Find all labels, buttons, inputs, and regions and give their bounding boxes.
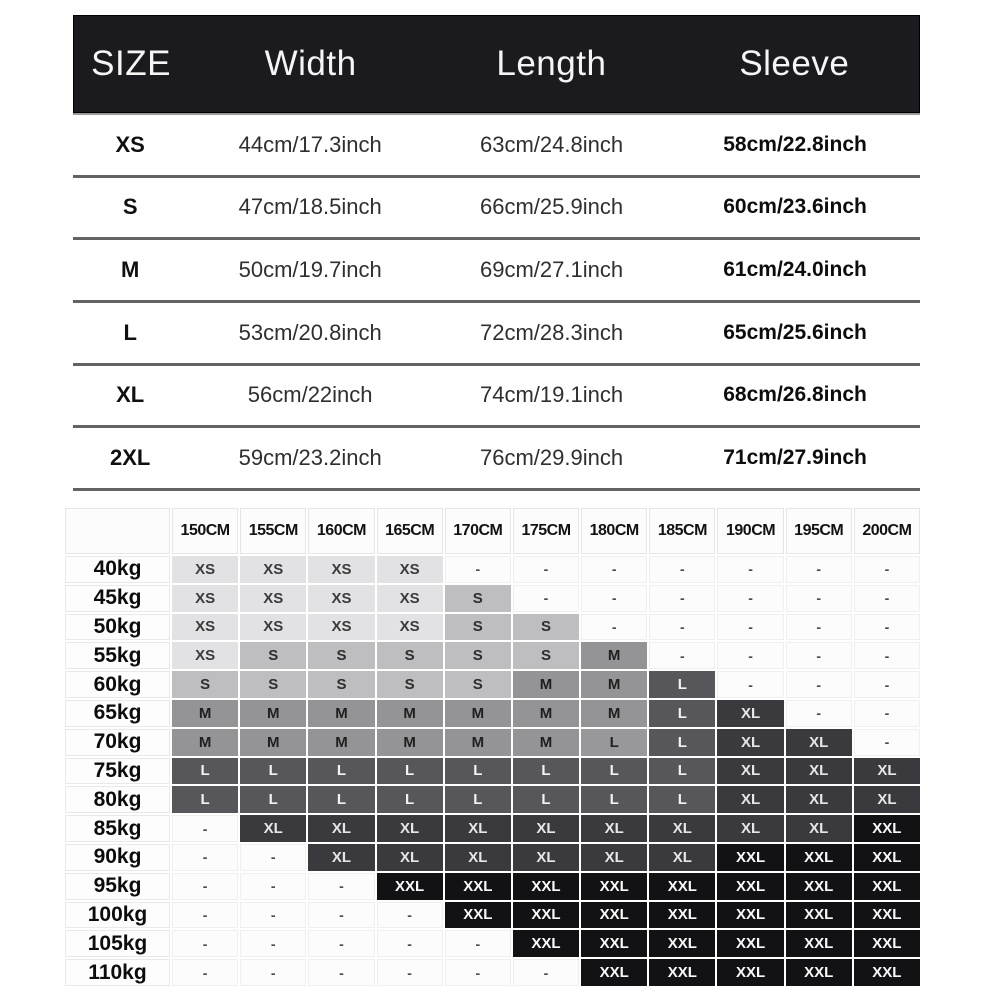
fit-cell: XL (786, 729, 852, 756)
length-value: 74cm/19.1inch (480, 382, 624, 408)
fit-cell: XXL (513, 873, 579, 900)
fit-cell: L (649, 758, 715, 785)
fit-cell: - (786, 671, 852, 698)
fit-cell: XXL (786, 959, 852, 986)
weight-label: 85kg (65, 815, 170, 842)
weight-label: 45kg (65, 585, 170, 612)
fit-cell: - (854, 585, 920, 612)
weight-label: 65kg (65, 700, 170, 727)
height-label: 185CM (649, 508, 715, 554)
sleeve-value: 60cm/23.6inch (723, 195, 867, 219)
width-value: 47cm/18.5inch (238, 194, 382, 220)
fit-cell: XXL (717, 902, 783, 929)
width-value: 56cm/22inch (247, 382, 373, 408)
weight-label: 50kg (65, 614, 170, 641)
fit-cell: L (172, 786, 238, 813)
size-column-header: SIZE (91, 44, 171, 83)
fit-cell: S (513, 642, 579, 669)
fit-cell: M (445, 700, 511, 727)
fit-cell: L (581, 729, 647, 756)
fit-cell: - (240, 959, 306, 986)
fit-cell: XXL (786, 844, 852, 871)
fit-cell: - (308, 930, 374, 957)
weight-label: 55kg (65, 642, 170, 669)
fit-cell: S (445, 614, 511, 641)
fit-cell: - (854, 671, 920, 698)
fit-cell: XL (786, 758, 852, 785)
size-value: S (122, 194, 138, 220)
fit-cell: XL (717, 700, 783, 727)
fit-cell: L (649, 700, 715, 727)
fit-cell: XXL (581, 902, 647, 929)
fit-cell: M (513, 729, 579, 756)
sleeve-value: 58cm/22.8inch (723, 132, 867, 156)
fit-cell: XL (513, 844, 579, 871)
fit-cell: - (717, 671, 783, 698)
fit-cell: S (445, 642, 511, 669)
fit-cell: XXL (513, 902, 579, 929)
fit-cell: - (854, 729, 920, 756)
fit-cell: - (308, 959, 374, 986)
fit-cell: - (172, 873, 238, 900)
sleeve-value: 65cm/25.6inch (723, 320, 867, 344)
fit-cell: XL (377, 844, 443, 871)
fit-cell: L (377, 786, 443, 813)
size-row-2xl (73, 428, 920, 491)
fit-cell: XXL (649, 959, 715, 986)
fit-cell: - (649, 556, 715, 583)
fit-cell: XL (717, 758, 783, 785)
height-label: 190CM (717, 508, 783, 554)
height-label: 165CM (377, 508, 443, 554)
fit-cell: XXL (717, 930, 783, 957)
fit-cell: XXL (649, 902, 715, 929)
fit-cell: S (308, 642, 374, 669)
fit-cell: M (513, 700, 579, 727)
fit-cell: - (581, 585, 647, 612)
fit-cell: S (445, 585, 511, 612)
fit-cell: L (649, 786, 715, 813)
fit-cell: XL (581, 844, 647, 871)
fit-cell: - (172, 930, 238, 957)
fit-cell: - (240, 873, 306, 900)
fit-cell: - (649, 614, 715, 641)
fit-cell: XXL (854, 959, 920, 986)
matrix-corner-cell (65, 508, 170, 554)
fit-cell: M (308, 729, 374, 756)
fit-cell: XL (649, 844, 715, 871)
fit-cell: XXL (786, 902, 852, 929)
fit-cell: - (377, 930, 443, 957)
height-label: 160CM (308, 508, 374, 554)
fit-cell: XL (717, 729, 783, 756)
sleeve-value: 71cm/27.9inch (723, 446, 867, 470)
fit-cell: XL (377, 815, 443, 842)
fit-cell: XS (172, 614, 238, 641)
fit-cell: - (240, 844, 306, 871)
weight-label: 40kg (65, 556, 170, 583)
width-value: 50cm/19.7inch (238, 257, 382, 283)
length-value: 63cm/24.8inch (480, 131, 624, 157)
fit-cell: L (581, 758, 647, 785)
fit-cell: - (854, 556, 920, 583)
fit-cell: - (854, 700, 920, 727)
fit-cell: XS (377, 585, 443, 612)
fit-cell: - (513, 585, 579, 612)
fit-cell: - (854, 614, 920, 641)
fit-cell: XS (240, 614, 306, 641)
length-column-header: Length (496, 44, 607, 83)
fit-cell: - (649, 642, 715, 669)
garment-size-table (73, 15, 920, 491)
fit-cell: M (581, 642, 647, 669)
fit-cell: XL (308, 815, 374, 842)
fit-cell: M (377, 729, 443, 756)
fit-cell: XS (240, 556, 306, 583)
fit-cell: - (717, 642, 783, 669)
fit-cell: S (377, 671, 443, 698)
fit-cell: XS (172, 642, 238, 669)
fit-cell: S (240, 671, 306, 698)
fit-cell: - (308, 873, 374, 900)
fit-cell: - (172, 902, 238, 929)
fit-cell: XS (240, 585, 306, 612)
length-value: 69cm/27.1inch (480, 257, 624, 283)
fit-cell: XS (377, 556, 443, 583)
fit-cell: XL (786, 815, 852, 842)
fit-cell: - (649, 585, 715, 612)
fit-cell: - (513, 556, 579, 583)
weight-label: 110kg (65, 959, 170, 986)
fit-cell: XXL (581, 959, 647, 986)
size-row-xl (73, 366, 920, 429)
fit-cell: - (786, 642, 852, 669)
fit-cell: XL (445, 815, 511, 842)
fit-cell: L (377, 758, 443, 785)
fit-cell: S (172, 671, 238, 698)
height-weight-fit-matrix (65, 508, 920, 986)
fit-cell: XS (172, 585, 238, 612)
fit-cell: - (717, 556, 783, 583)
fit-cell: XXL (854, 815, 920, 842)
fit-cell: XXL (649, 873, 715, 900)
length-value: 76cm/29.9inch (480, 445, 624, 471)
height-label: 200CM (854, 508, 920, 554)
weight-label: 90kg (65, 844, 170, 871)
fit-cell: M (240, 700, 306, 727)
fit-cell: L (649, 729, 715, 756)
size-table-header (73, 15, 920, 113)
fit-cell: - (717, 585, 783, 612)
weight-label: 95kg (65, 873, 170, 900)
height-label: 195CM (786, 508, 852, 554)
height-label: 155CM (240, 508, 306, 554)
fit-cell: - (172, 959, 238, 986)
fit-cell: L (445, 786, 511, 813)
fit-cell: L (513, 758, 579, 785)
fit-cell: - (786, 585, 852, 612)
height-label: 175CM (513, 508, 579, 554)
fit-cell: L (445, 758, 511, 785)
sleeve-value: 61cm/24.0inch (723, 258, 867, 282)
sleeve-value: 68cm/26.8inch (723, 383, 867, 407)
fit-cell: XL (854, 758, 920, 785)
fit-cell: XL (717, 786, 783, 813)
size-row-l (73, 303, 920, 366)
sleeve-column-header: Sleeve (739, 44, 850, 83)
fit-cell: M (308, 700, 374, 727)
height-label: 150CM (172, 508, 238, 554)
fit-cell: XL (786, 786, 852, 813)
width-value: 53cm/20.8inch (238, 319, 382, 345)
weight-label: 60kg (65, 671, 170, 698)
fit-cell: M (513, 671, 579, 698)
fit-cell: - (445, 930, 511, 957)
fit-matrix-grid (65, 508, 920, 986)
fit-cell: - (308, 902, 374, 929)
fit-cell: XL (581, 815, 647, 842)
fit-cell: XXL (445, 902, 511, 929)
fit-cell: XS (308, 614, 374, 641)
fit-cell: XXL (786, 930, 852, 957)
fit-cell: L (172, 758, 238, 785)
fit-cell: S (513, 614, 579, 641)
fit-cell: XL (308, 844, 374, 871)
fit-cell: M (172, 729, 238, 756)
fit-cell: - (240, 902, 306, 929)
size-value: XL (116, 382, 145, 408)
fit-cell: XXL (649, 930, 715, 957)
fit-cell: S (445, 671, 511, 698)
fit-cell: M (581, 700, 647, 727)
fit-cell: XXL (854, 844, 920, 871)
width-value: 44cm/17.3inch (238, 131, 382, 157)
fit-cell: L (649, 671, 715, 698)
fit-cell: L (513, 786, 579, 813)
fit-cell: XL (513, 815, 579, 842)
fit-cell: XXL (786, 873, 852, 900)
fit-cell: XL (649, 815, 715, 842)
fit-cell: - (172, 815, 238, 842)
fit-cell: - (854, 642, 920, 669)
size-row-s (73, 178, 920, 241)
fit-cell: XXL (513, 930, 579, 957)
fit-cell: M (240, 729, 306, 756)
fit-cell: XXL (854, 873, 920, 900)
fit-cell: L (308, 786, 374, 813)
size-row-xs (73, 115, 920, 178)
fit-cell: XL (445, 844, 511, 871)
fit-cell: M (581, 671, 647, 698)
length-value: 72cm/28.3inch (480, 319, 624, 345)
fit-cell: XXL (581, 930, 647, 957)
width-value: 59cm/23.2inch (238, 445, 382, 471)
size-value: XS (115, 131, 145, 157)
fit-cell: XL (240, 815, 306, 842)
fit-cell: L (581, 786, 647, 813)
fit-cell: - (445, 556, 511, 583)
weight-label: 80kg (65, 786, 170, 813)
fit-cell: XXL (377, 873, 443, 900)
fit-cell: - (240, 930, 306, 957)
size-value: 2XL (109, 445, 151, 471)
fit-cell: - (377, 902, 443, 929)
fit-cell: - (513, 959, 579, 986)
fit-cell: - (581, 614, 647, 641)
fit-cell: - (377, 959, 443, 986)
fit-cell: M (377, 700, 443, 727)
fit-cell: L (240, 786, 306, 813)
fit-cell: - (786, 614, 852, 641)
fit-cell: M (445, 729, 511, 756)
fit-cell: S (240, 642, 306, 669)
fit-cell: XXL (581, 873, 647, 900)
fit-cell: XL (854, 786, 920, 813)
fit-cell: XXL (717, 844, 783, 871)
fit-cell: XS (172, 556, 238, 583)
size-table-body (73, 113, 920, 491)
fit-cell: - (172, 844, 238, 871)
fit-cell: XS (308, 585, 374, 612)
fit-cell: - (717, 614, 783, 641)
size-value: L (123, 319, 137, 345)
fit-cell: L (240, 758, 306, 785)
length-value: 66cm/25.9inch (480, 194, 624, 220)
fit-cell: XXL (445, 873, 511, 900)
fit-cell: - (786, 556, 852, 583)
width-column-header: Width (264, 44, 357, 83)
fit-cell: XS (377, 614, 443, 641)
height-label: 170CM (445, 508, 511, 554)
fit-cell: - (786, 700, 852, 727)
fit-cell: - (445, 959, 511, 986)
height-label: 180CM (581, 508, 647, 554)
fit-cell: XXL (717, 959, 783, 986)
fit-cell: S (377, 642, 443, 669)
size-row-m (73, 240, 920, 303)
weight-label: 100kg (65, 902, 170, 929)
fit-cell: - (581, 556, 647, 583)
weight-label: 70kg (65, 729, 170, 756)
fit-cell: S (308, 671, 374, 698)
fit-cell: XXL (854, 930, 920, 957)
fit-cell: XXL (854, 902, 920, 929)
fit-cell: L (308, 758, 374, 785)
fit-cell: M (172, 700, 238, 727)
weight-label: 75kg (65, 758, 170, 785)
weight-label: 105kg (65, 930, 170, 957)
fit-cell: XXL (717, 873, 783, 900)
size-value: M (121, 257, 140, 283)
fit-cell: XS (308, 556, 374, 583)
fit-cell: XL (717, 815, 783, 842)
